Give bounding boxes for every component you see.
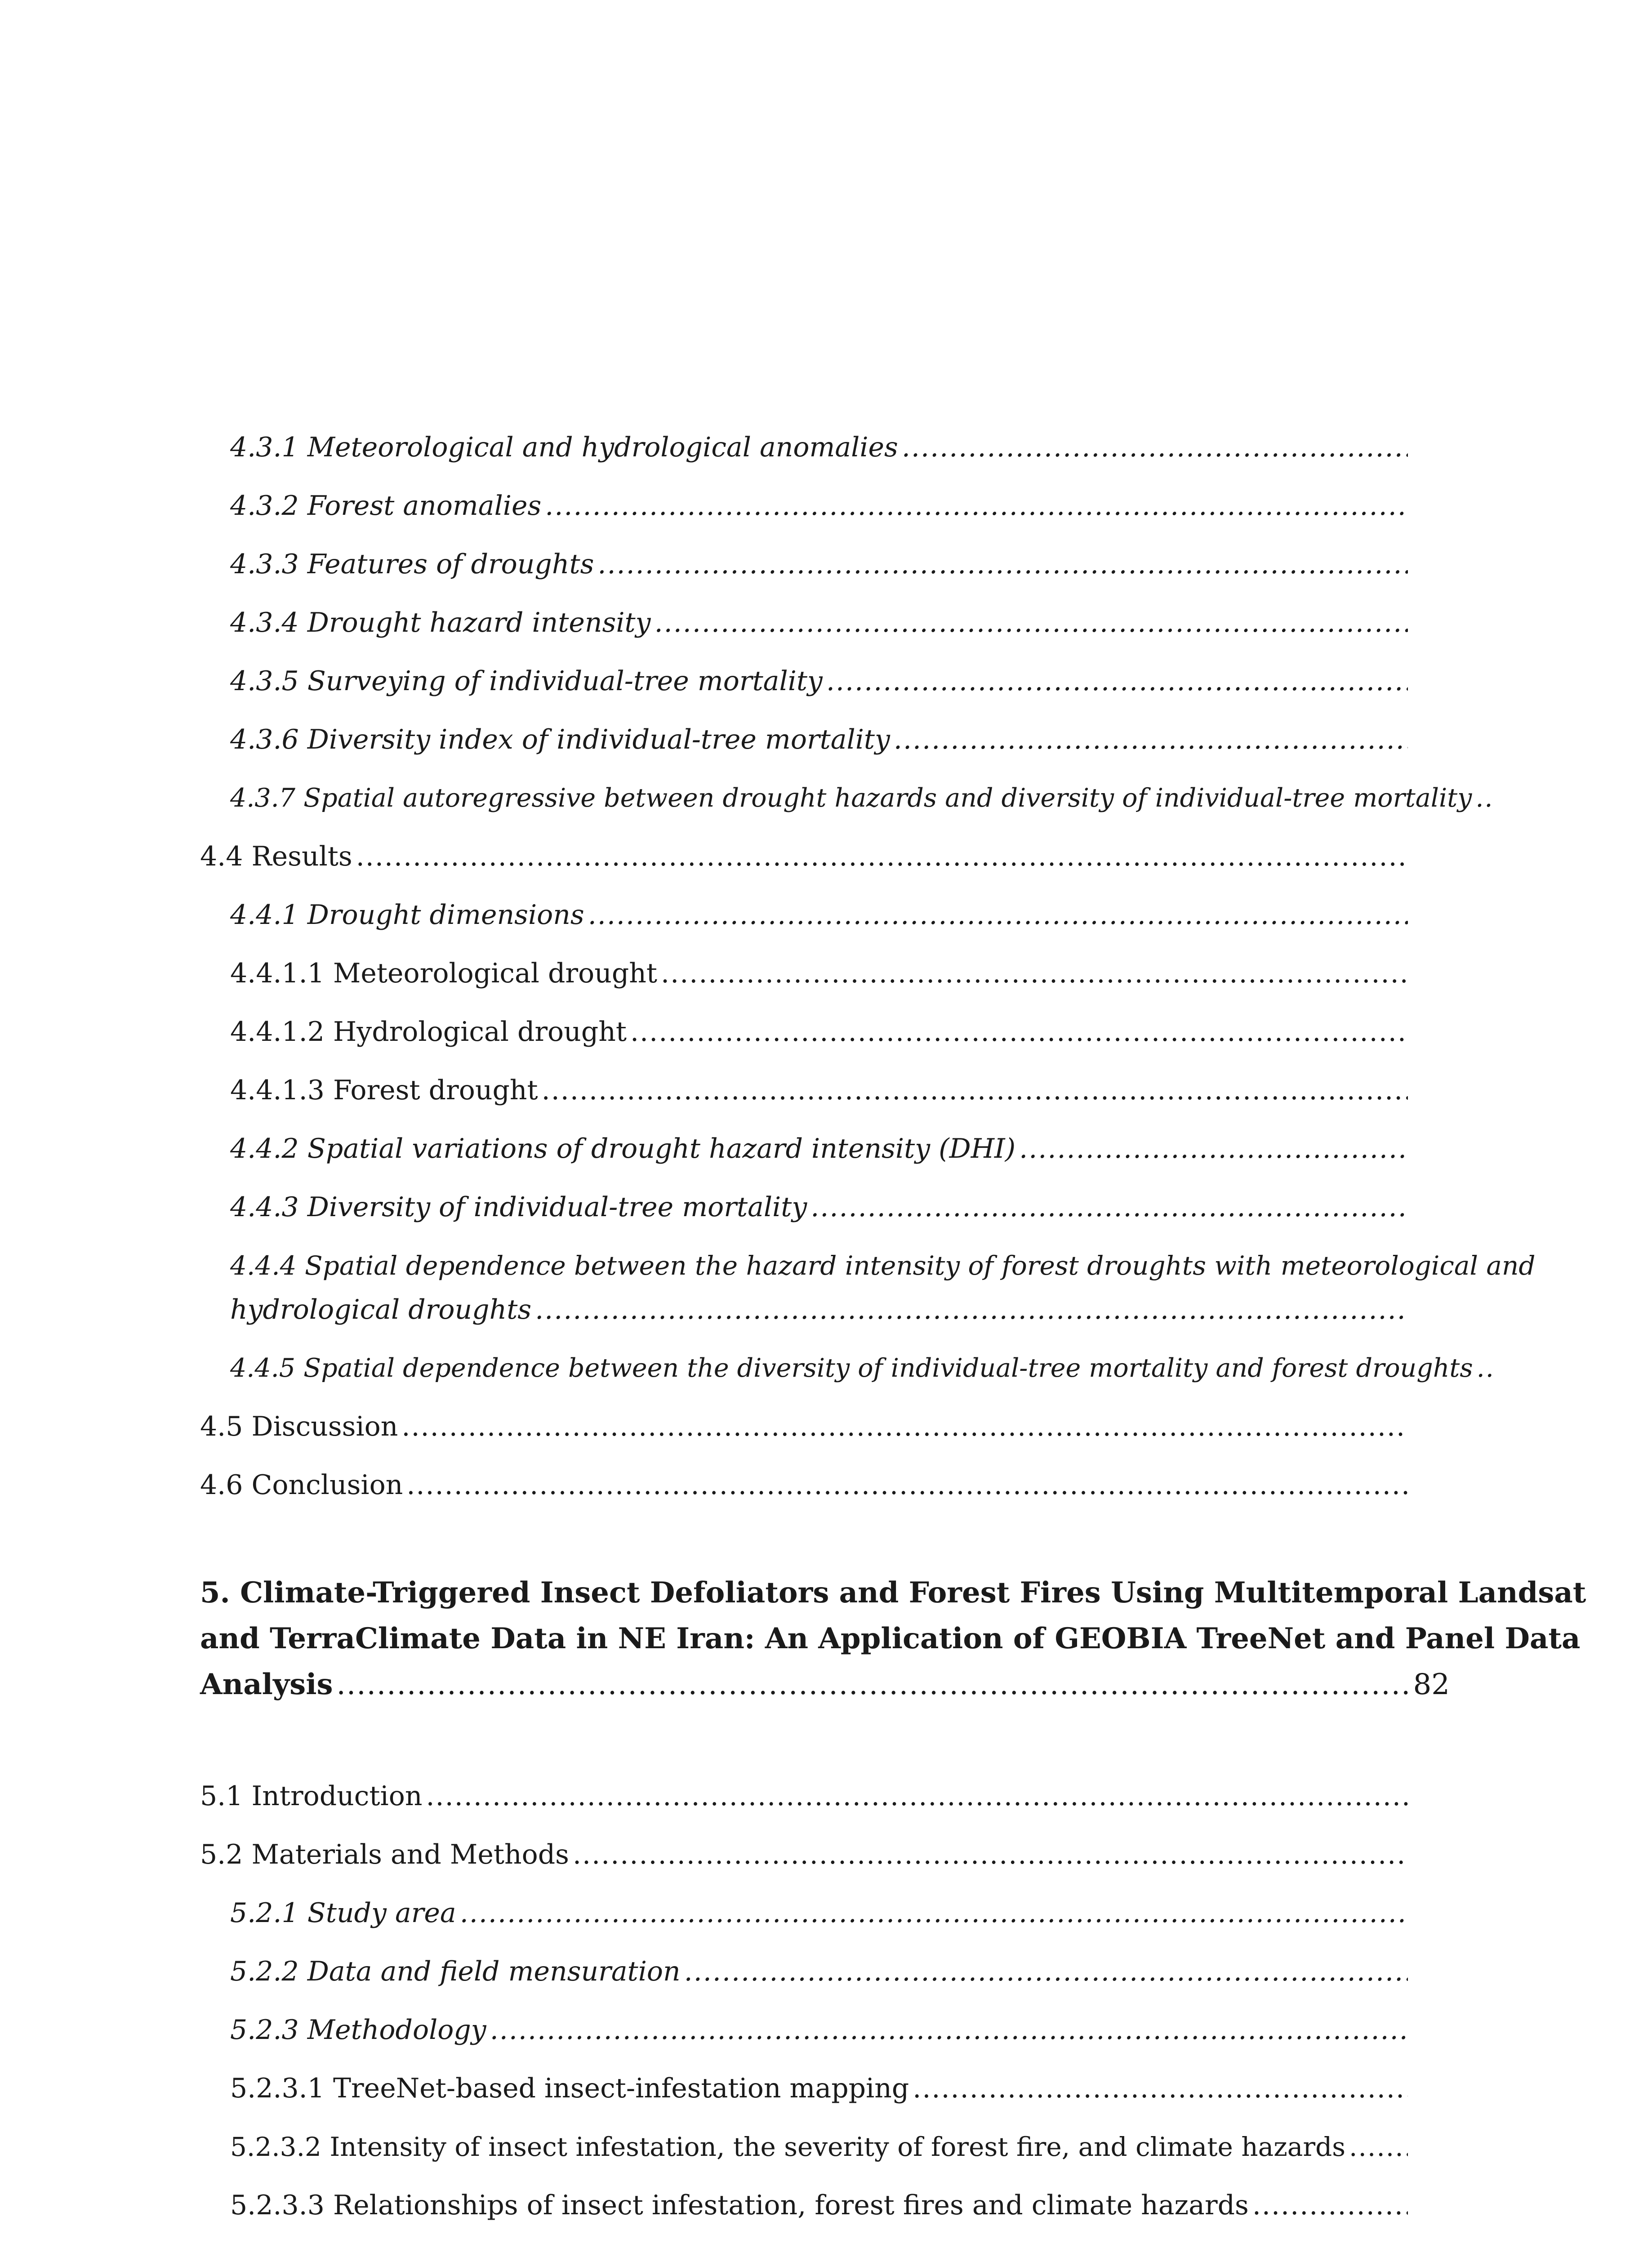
- chapter-title-line-1: 5. Climate-Triggered Insect Defoliators and Forest Fires Using Multitemporal Landsat: [200, 1576, 1586, 1610]
- toc-entry-label: 5.2.3.1 TreeNet-based insect-infestation mapping: [230, 2073, 909, 2104]
- toc-entry-label: 5.2 Materials and Methods: [200, 1839, 569, 1870]
- toc-entry-4-4-4: 4.4.4 Spatial dependence between the hazard intensity of forest droughts with meteorological and: [230, 1250, 1536, 1281]
- toc-entry-5-2: [200, 1839, 1412, 1870]
- toc-entry-label: 4.4.1.3 Forest drought: [230, 1075, 538, 1106]
- toc-entry-5-2-3-2: [230, 2131, 1412, 2163]
- toc-entry-label: 5.2.3.3 Relationships of insect infestation, forest fires and climate hazards: [230, 2190, 1249, 2221]
- chapter-title-end: Analysis: [200, 1668, 333, 1701]
- toc-entry-4-3-1: [230, 432, 1412, 463]
- chapter-title-line-3: [200, 1662, 1450, 1708]
- toc-entry-label: 5.2.1 Study area: [230, 1897, 456, 1929]
- toc-entry-label: 4.4.1.2 Hydrological drought: [230, 1016, 627, 1048]
- toc-entry-label: 5.1 Introduction: [200, 1780, 423, 1812]
- dot-leader: [535, 1294, 1408, 1325]
- toc-entry-label: 4.4.1 Drought dimensions: [230, 899, 584, 931]
- toc-entry-4-4-2: [230, 1133, 1412, 1164]
- toc-entry-4-4-5: [230, 1352, 1473, 1384]
- toc-entry-4-4-1-2: [230, 1016, 1412, 1048]
- toc-entry-5-2-3-3: [230, 2190, 1412, 2221]
- toc-entry-label: hydrological droughts: [230, 1294, 532, 1325]
- dot-leader: [1349, 2131, 1408, 2163]
- dot-leader: [573, 1839, 1408, 1870]
- dot-leader: [401, 1411, 1408, 1442]
- dot-leader: [406, 1469, 1408, 1501]
- toc-entry-4-4-1: [230, 899, 1412, 931]
- dot-leader: [356, 841, 1408, 872]
- toc-entry-label: 4.3.6 Diversity index of individual-tree mortality: [230, 724, 890, 755]
- chapter-page-number: 82: [1413, 1668, 1450, 1701]
- dot-leader: [913, 2073, 1408, 2104]
- toc-entry-label: 4.4.1.1 Meteorological drought: [230, 958, 658, 989]
- toc-entry-label: 4.6 Conclusion: [200, 1469, 403, 1501]
- toc-entry-label: 4.4.3 Diversity of individual-tree mortality: [230, 1191, 807, 1223]
- dot-leader: [684, 1956, 1408, 1987]
- dot-leader: [630, 1016, 1408, 1048]
- dot-leader: [1475, 782, 1493, 814]
- toc-entry-label: 5.2.3.2 Intensity of insect infestation, the severity of forest fire, and climate hazards: [230, 2132, 1346, 2162]
- toc-entry-4-4-1-3: [230, 1075, 1412, 1106]
- dot-leader: [1477, 1352, 1495, 1384]
- dot-leader: [545, 490, 1408, 522]
- dot-leader: [826, 665, 1408, 697]
- dot-leader: [588, 899, 1408, 931]
- toc-entry-label: 4.3.1 Meteorological and hydrological anomalies: [230, 432, 898, 463]
- toc-entry-label: 4.4.2 Spatial variations of drought hazard intensity (DHI): [230, 1133, 1016, 1164]
- dot-leader: [661, 958, 1408, 989]
- dot-leader: [1252, 2190, 1408, 2221]
- toc-entry-4-3-7: [230, 782, 1472, 814]
- dot-leader: [597, 549, 1408, 580]
- dot-leader: [902, 432, 1408, 463]
- toc-entry-label: 4.4.5 Spatial dependence between the diversity of individual-tree mortality and forest droughts: [230, 1353, 1473, 1383]
- toc-entry-label: 4.3.2 Forest anomalies: [230, 490, 542, 522]
- toc-entry-label: 5.2.2 Data and field mensuration: [230, 1956, 681, 1987]
- dot-leader: [542, 1075, 1408, 1106]
- toc-entry-4-4-1-1: [230, 958, 1412, 989]
- toc-entry-4-5: [200, 1411, 1412, 1442]
- toc-entry-5-2-3-1: [230, 2073, 1412, 2104]
- dot-leader: [490, 2014, 1408, 2046]
- dot-leader: [1019, 1133, 1408, 1164]
- toc-entry-label: 5.2.3 Methodology: [230, 2014, 486, 2046]
- dot-leader: [460, 1897, 1408, 1929]
- toc-entry-label: 4.3.4 Drought hazard intensity: [230, 607, 651, 638]
- toc-entry-4-6: [200, 1469, 1412, 1501]
- toc-entry-label: 4.3.3 Features of droughts: [230, 549, 594, 580]
- toc-entry-4-3-6: [230, 724, 1412, 755]
- toc-entry-4-4-4-cont: [230, 1294, 1412, 1325]
- dot-leader: [810, 1191, 1408, 1223]
- toc-entry-label: 4.3.7 Spatial autoregressive between drought hazards and diversity of individual-tree mortality: [230, 783, 1472, 813]
- toc-entry-label: 4.3.5 Surveying of individual-tree mortality: [230, 665, 823, 697]
- toc-entry-5-1: [200, 1780, 1412, 1812]
- toc-chapter-5: [200, 1570, 1586, 1708]
- toc-entry-4-3-3: [230, 549, 1412, 580]
- toc-entry-4-3-5: [230, 665, 1412, 697]
- chapter-title-line-2: and TerraClimate Data in NE Iran: An Application of GEOBIA TreeNet and Panel Data: [200, 1622, 1581, 1655]
- toc-entry-4-3-2: [230, 490, 1412, 522]
- toc-entry-label: 4.5 Discussion: [200, 1411, 398, 1442]
- toc-entry-5-2-2: [230, 1956, 1412, 1987]
- dot-leader: [426, 1780, 1408, 1812]
- toc-entry-5-2-3: [230, 2014, 1412, 2046]
- toc-entry-5-2-1: [230, 1897, 1412, 1929]
- toc-entry-4-3-4: [230, 607, 1412, 638]
- dot-leader: [337, 1662, 1411, 1708]
- dot-leader: [655, 607, 1408, 638]
- toc-entry-4-4-3: [230, 1191, 1412, 1223]
- toc-entry-4-4: [200, 841, 1412, 872]
- toc-entry-label: 4.4 Results: [200, 841, 352, 872]
- dot-leader: [894, 724, 1408, 755]
